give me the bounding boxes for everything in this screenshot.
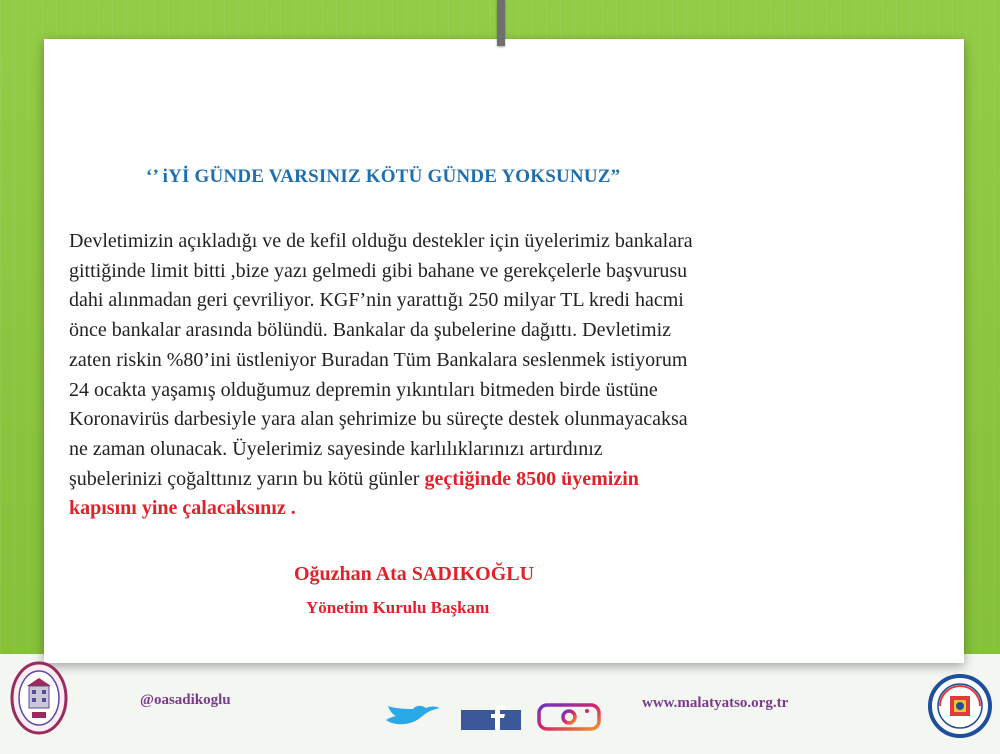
page-heading: ‘’ iYİ GÜNDE VARSINIZ KÖTÜ GÜNDE YOKSUNUZ”	[146, 166, 621, 187]
website-link: www.malatyatso.org.tr	[642, 695, 789, 711]
body-line: dahi alınmadan geri çevriliyor. KGF’nin yarattığı 250 milyar TL kredi hacmi	[69, 289, 684, 312]
signature-title: Yönetim Kurulu Başkanı	[306, 598, 490, 617]
facebook-icon[interactable]	[461, 704, 521, 730]
hanging-tab	[497, 0, 505, 46]
left-seal-icon	[10, 660, 68, 736]
body-line: Koronavirüs darbesiyle yara alan şehrimize bu süreçte destek olunmayacaksa	[69, 408, 688, 431]
instagram-icon[interactable]	[537, 703, 601, 731]
twitter-icon[interactable]	[380, 702, 450, 730]
body-line: zaten riskin %80’ini üstleniyor Buradan Tüm Bankalara seslenmek istiyorum	[69, 348, 688, 371]
emphasis-text: geçtiğinde 8500 üyemizin	[424, 467, 639, 490]
body-line-plain: şubelerinizi çoğalttınız yarın bu kötü günler	[69, 467, 425, 490]
body-line: ne zaman olunacak. Üyelerimiz sayesinde karlılıklarınızı artırdınız	[69, 437, 603, 460]
signature-name: Oğuzhan Ata SADIKOĞLU	[294, 563, 535, 585]
tobb-seal-icon	[928, 670, 992, 742]
statement-body	[69, 227, 899, 524]
body-line	[69, 465, 899, 495]
social-handle: @oasadikoglu	[140, 692, 231, 708]
body-line: önce bankalar arasında bölündü. Bankalar da şubelerine dağıttı. Devletimiz	[69, 319, 672, 342]
body-line: Devletimizin açıkladığı ve de kefil olduğu destekler için üyelerimiz bankalara	[69, 230, 693, 252]
body-line: 24 ocakta yaşamış olduğumuz depremin yıkıntıları bitmeden birde üstüne	[69, 378, 658, 401]
body-line: gittiğinde limit bitti ,bize yazı gelmedi gibi bahane ve gerekçelerle başvurusu	[69, 259, 688, 282]
emphasis-text: kapısını yine çalacaksınız .	[69, 497, 296, 520]
